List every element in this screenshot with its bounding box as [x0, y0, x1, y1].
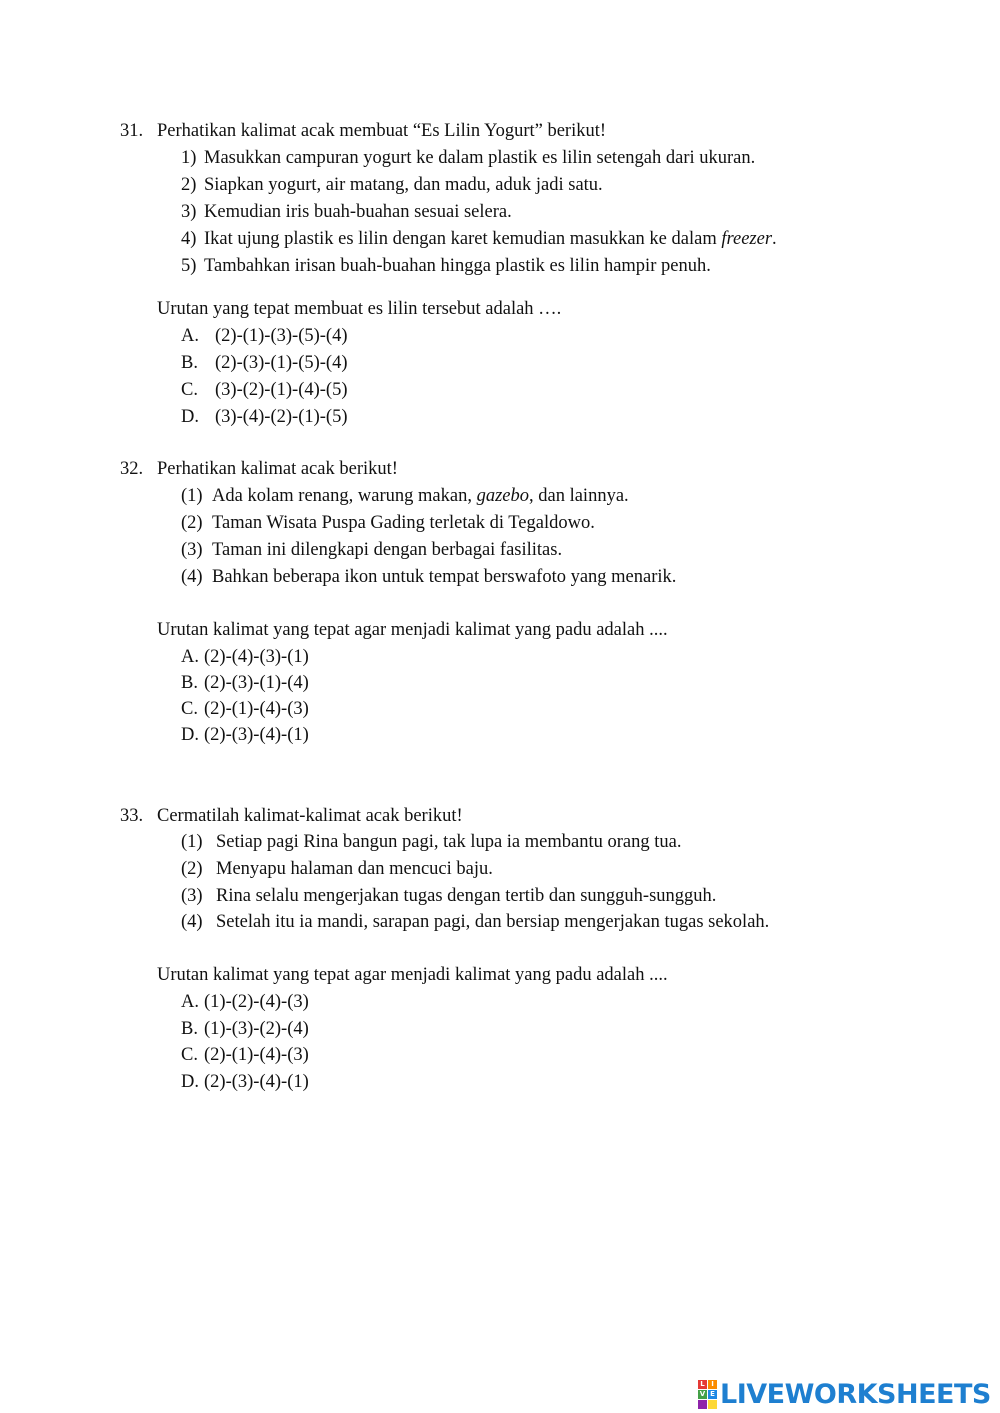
item-text-part: Ada kolam renang, warung makan, — [212, 486, 477, 506]
question-text: Urutan yang tepat membuat es lilin tersebut adalah …. — [157, 299, 562, 319]
item-text: Setiap pagi Rina bangun pagi, tak lupa ia membantu orang tua. — [216, 832, 682, 852]
option-text: (2)-(1)-(3)-(5)-(4) — [215, 326, 348, 346]
item-label: (2) — [181, 859, 203, 879]
item-text: Setelah itu ia mandi, sarapan pagi, dan bersiap mengerjakan tugas sekolah. — [216, 912, 770, 932]
item-label: (4) — [181, 567, 203, 587]
option-text: (3)-(4)-(2)-(1)-(5) — [215, 407, 348, 427]
logo-cell: E — [708, 1390, 717, 1399]
item-label: (3) — [181, 886, 203, 906]
item-text: Rina selalu mengerjakan tugas dengan tertib dan sungguh-sungguh. — [216, 886, 717, 906]
item-label: 2) — [181, 175, 197, 195]
item-label: (4) — [181, 912, 203, 932]
question-number: 33. — [120, 806, 144, 826]
item-text: Taman ini dilengkapi dengan berbagai fasilitas. — [212, 540, 563, 560]
logo-mark-icon — [698, 1380, 717, 1409]
item-label: (3) — [181, 540, 203, 560]
option-text: (2)-(1)-(4)-(3) — [204, 699, 309, 719]
item-text: Taman Wisata Puspa Gading terletak di Tegaldowo. — [212, 513, 595, 533]
logo-cell — [698, 1400, 707, 1409]
item-text — [204, 228, 777, 250]
item-label: 3) — [181, 202, 197, 222]
item-text: Bahkan beberapa ikon untuk tempat berswafoto yang menarik. — [212, 567, 677, 587]
item-text-italic: gazebo — [476, 486, 529, 506]
item-text-italic: freezer — [721, 229, 773, 249]
item-text — [212, 485, 629, 507]
liveworksheets-logo[interactable] — [698, 1379, 991, 1409]
item-label: 5) — [181, 256, 197, 276]
question-number: 31. — [120, 121, 144, 141]
item-text-part: . — [772, 229, 777, 249]
logo-cell — [708, 1400, 717, 1409]
option-letter: D. — [181, 725, 199, 745]
option-letter: B. — [181, 673, 198, 693]
item-text: Siapkan yogurt, air matang, dan madu, aduk jadi satu. — [204, 175, 603, 195]
logo-cell: V — [699, 1389, 706, 1398]
option-text: (2)-(1)-(4)-(3) — [204, 1045, 309, 1065]
option-text: (2)-(3)-(1)-(5)-(4) — [215, 353, 348, 373]
option-letter: D. — [181, 1072, 199, 1092]
option-text: (2)-(3)-(4)-(1) — [204, 1072, 309, 1092]
option-letter: D. — [181, 407, 199, 427]
item-text: Menyapu halaman dan mencuci baju. — [216, 859, 493, 879]
item-label: 1) — [181, 148, 197, 168]
option-text: (1)-(3)-(2)-(4) — [204, 1019, 309, 1039]
option-text: (1)-(2)-(4)-(3) — [204, 992, 309, 1012]
option-letter: C. — [181, 699, 198, 719]
item-text-part: Ikat ujung plastik es lilin dengan karet kemudian masukkan ke dalam — [204, 229, 722, 249]
question-number: 32. — [120, 459, 144, 479]
option-letter: C. — [181, 380, 198, 400]
logo-cell: L — [698, 1380, 707, 1389]
option-letter: B. — [181, 1019, 198, 1039]
logo-text: LIVEWORKSHEETS — [720, 1378, 991, 1410]
option-letter: C. — [181, 1045, 198, 1065]
item-text: Tambahkan irisan buah-buahan hingga plastik es lilin hampir penuh. — [204, 256, 711, 276]
question-prompt: Cermatilah kalimat-kalimat acak berikut! — [157, 806, 463, 826]
option-letter: B. — [181, 353, 198, 373]
item-label: 4) — [181, 229, 197, 249]
item-label: (1) — [181, 832, 203, 852]
item-text: Kemudian iris buah-buahan sesuai selera. — [204, 202, 512, 222]
option-text: (2)-(3)-(1)-(4) — [204, 673, 309, 693]
question-text: Urutan kalimat yang tepat agar menjadi kalimat yang padu adalah .... — [157, 965, 668, 985]
option-text: (3)-(2)-(1)-(4)-(5) — [215, 380, 348, 400]
logo-cell: I — [708, 1380, 717, 1389]
option-text: (2)-(4)-(3)-(1) — [204, 647, 309, 667]
question-prompt: Perhatikan kalimat acak membuat “Es Lilin Yogurt” berikut! — [157, 121, 607, 141]
option-letter: A. — [181, 647, 199, 667]
option-letter: A. — [181, 992, 199, 1012]
item-label: (1) — [181, 486, 203, 506]
option-letter: A. — [181, 326, 199, 346]
item-text-part: , dan lainnya. — [529, 486, 629, 506]
option-text: (2)-(3)-(4)-(1) — [204, 725, 309, 745]
question-prompt: Perhatikan kalimat acak berikut! — [157, 459, 398, 479]
question-text: Urutan kalimat yang tepat agar menjadi kalimat yang padu adalah .... — [157, 620, 668, 640]
item-label: (2) — [181, 513, 203, 533]
item-text: Masukkan campuran yogurt ke dalam plastik es lilin setengah dari ukuran. — [204, 148, 756, 168]
